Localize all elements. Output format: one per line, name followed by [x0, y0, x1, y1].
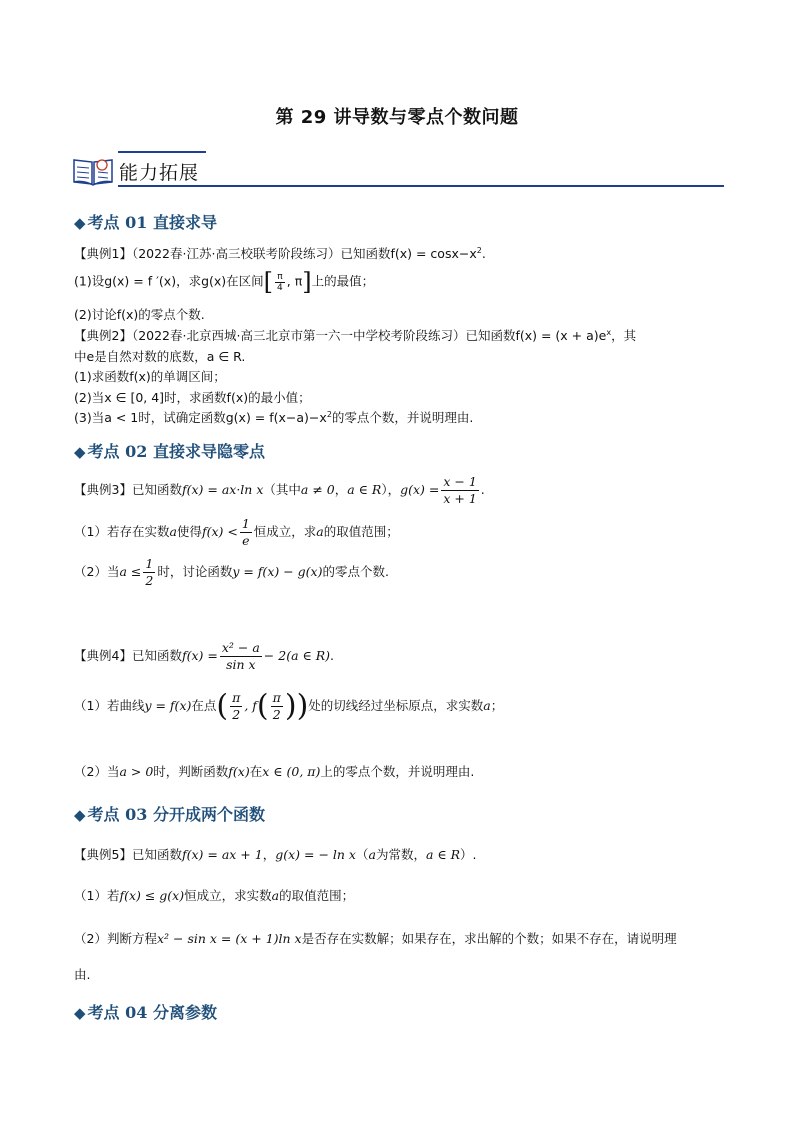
banner-top-rule	[118, 151, 206, 153]
example-4-head: 【典例4】已知函数f(x) = $\frac{\text{x² − a}}{\text{sin x}}$ − 2(a ∈ R).	[74, 640, 334, 672]
section-heading-03: ◆ 考点 03 分开成两个函数	[74, 805, 265, 824]
diamond-icon: ◆	[74, 443, 86, 461]
example-5-q1: （1）若f(x) ≤ g(x)恒成立，求实数a的取值范围；	[74, 888, 355, 903]
example-5-q2: （2）判断方程x² − sin x = (x + 1)ln x是否存在实数解；如果存在，求出解的个数；如果不存在，请说明理	[74, 931, 677, 946]
example-3-q2: （2）当a ≤ $\frac{1}{2}$ 时，讨论函数y = f(x) − g(x)的零点个数.	[74, 556, 389, 588]
example-1-head: 【典例1】（2022春·江苏·高三校联考阶段练习）已知函数$f(x) = \cos x-x^2$.	[74, 245, 486, 261]
diamond-icon: ◆	[74, 1004, 86, 1022]
diamond-icon: ◆	[74, 806, 86, 824]
open-book-icon	[72, 154, 114, 186]
diamond-icon: ◆	[74, 214, 86, 232]
example-2-q2: (2)当x ∈ [0, 4]时，求函数f(x)的最小值；	[74, 390, 311, 405]
banner-label: 能力拓展	[119, 162, 200, 184]
example-1-q2: (2)讨论f(x)的零点个数.	[74, 307, 205, 322]
banner-bottom-rule	[118, 185, 724, 187]
example-2-head-cont: 中e是自然对数的底数，a ∈ R.	[74, 349, 246, 364]
section-heading-02: ◆ 考点 02 直接求导隐零点	[74, 442, 265, 461]
section-heading-01: ◆ 考点 01 直接求导	[74, 213, 217, 232]
example-3-q1: （1）若存在实数a使得f(x) < $\frac{1}{e}$ 恒成立，求a的取值范围；	[74, 516, 399, 548]
page-title: 第 29 讲导数与零点个数问题	[275, 107, 519, 128]
example-2-head: 【典例2】（2022春·北京西城·高三北京市第一六一中学校考阶段练习）已知函数$f(x) = (x + a)e^x$，其	[74, 327, 637, 343]
example-5-q2-cont: 由.	[74, 967, 91, 982]
example-4-q2: （2）当a > 0时，判断函数f(x)在x ∈ (0, π)上的零点个数，并说明理由.	[74, 764, 475, 779]
section-heading-04: ◆ 考点 04 分离参数	[74, 1003, 217, 1022]
example-2-q3: (3)当a < 1时，试确定函数$g(x) = f(x-a)-x^2$的零点个数，并说明理由.	[74, 409, 474, 425]
example-5-head: 【典例5】已知函数f(x) = ax + 1，g(x) = − ln x（a为常数，a ∈ R）.	[74, 847, 477, 862]
example-3-head: 【典例3】已知函数f(x) = ax·ln x（其中a ≠ 0，a ∈ R），g(x) = $\frac{x - 1}{x + 1}$ .	[74, 474, 485, 506]
example-4-q1: （1）若曲线y = f(x)在点( $\frac{\pi}{2}$ , f( $\frac{\pi}{2}$ ))处的切线经过坐标原点，求实数a；	[74, 688, 504, 724]
example-1-q1: (1)设g(x) = f ′(x)，求g(x)在区间[ $\frac{\pi}{4}$ , π]上的最值；	[74, 268, 375, 296]
ability-banner	[72, 148, 724, 190]
example-2-q1: (1)求函数f(x)的单调区间；	[74, 369, 226, 384]
